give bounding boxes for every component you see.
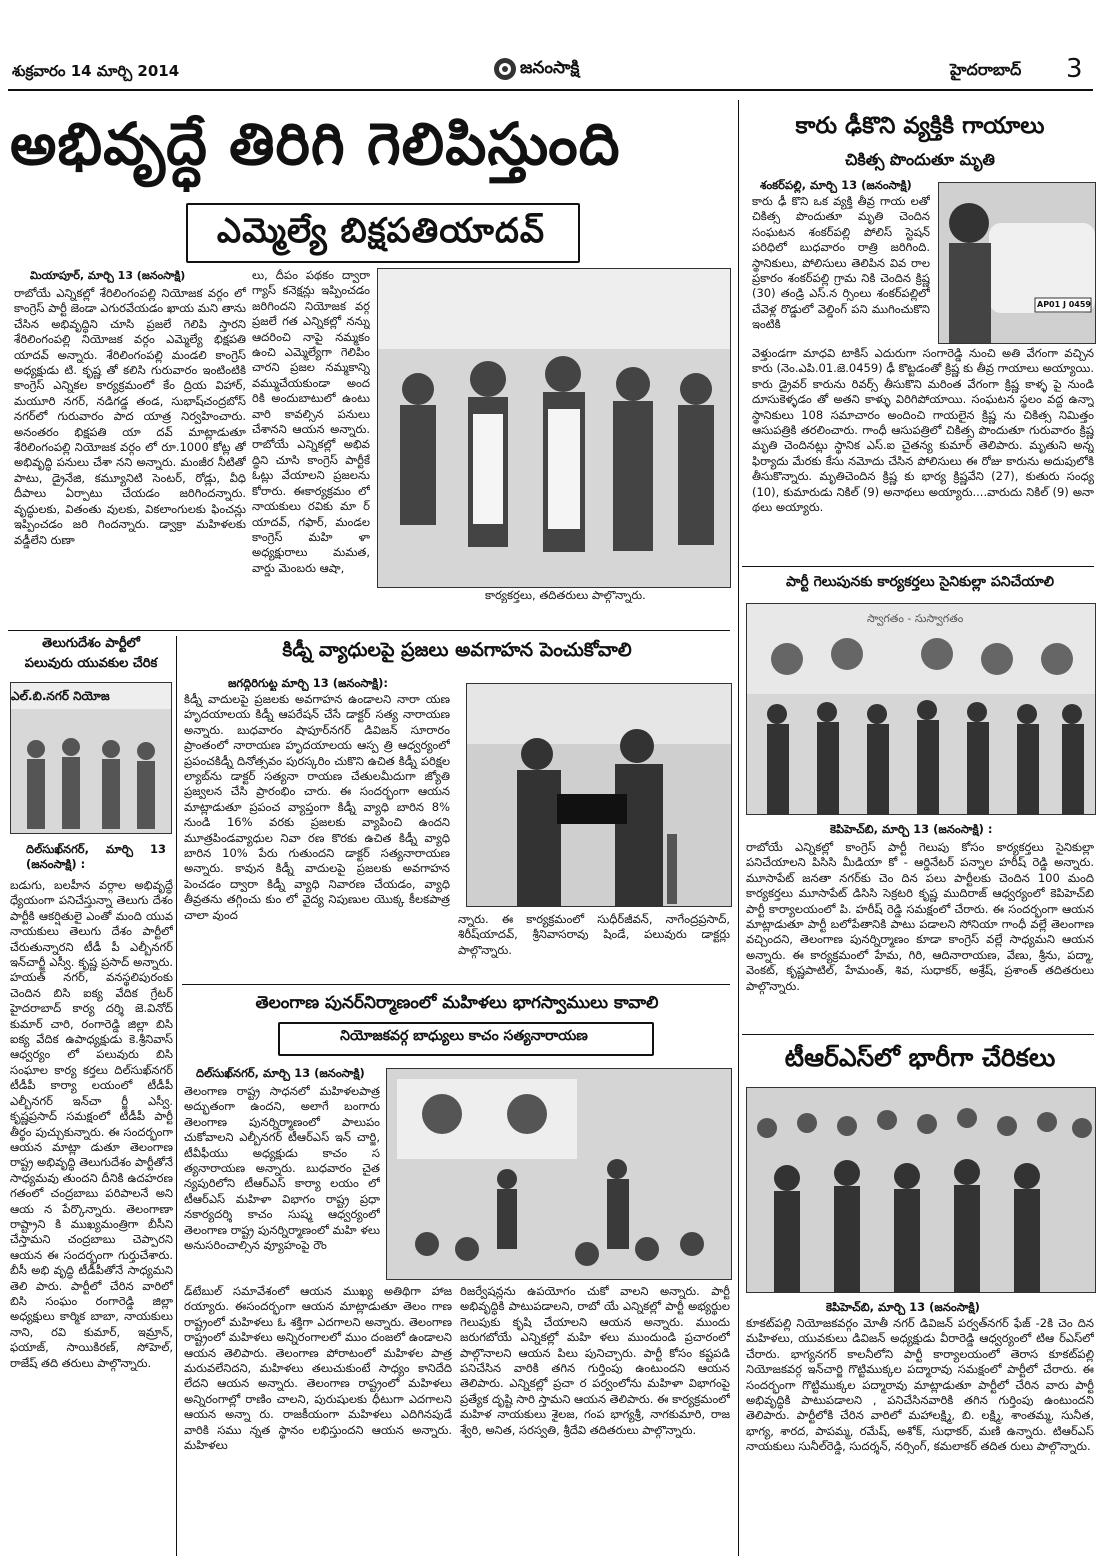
main-rule [8,630,730,631]
accident-headline: కారు ఢీకొని వ్యక్తికి గాయాలు [795,113,1045,139]
tdp-dateline: దిల్‌సుఖ్‌నగర్‌, మార్చి 13 (జనంసాక్షి) : [26,842,166,872]
accident-subhead: చికిత్స పొందుతూ మృతి [845,150,995,169]
crowd-photo-icon [747,1088,1095,1292]
masthead-date: శుక్రవారం 14 మార్చి 2014 [12,62,180,80]
accident-rule [742,566,1094,567]
trs-photo [746,1087,1096,1293]
accident-body-narrow: కారు ఢీ కొని ఒక వ్యక్తి తీవ్ర గాయ లతో చికిత్స పొందుతూ మృతి చెందిన సంఘటన శంకర్‌పల్లి పోలిస్‌ స్టెషన్‌ పరిధిలో బుధవారం రాత్రి జరిగింది. స్థానికులు, పోలిసులు తెలిపిన వివ రాల ప్రకారం శంకర్‌పల్లి గ్రామ నికి చెందిన క్రిష్ణ (30) తండ్రి ఎస్‌.న ర్సింలు శంకర్‌పల్లిలో చేవెళ్ల రొడ్డులో వెల్డింగ్‌ పని ముగించుకొని ఇంటికి [752,194,930,332]
kidney-rule [182,984,730,985]
worker-headline: పార్టీ గెలుపునకు కార్యకర్తలు సైనికుల్లా పనిచేయాలి [786,574,1054,590]
masthead-logo [492,54,612,84]
main-photo-caption: కార్యకర్తలు, తదితరులు పాల్గొన్నారు. [485,588,646,602]
masthead-city: హైదరాబాద్ [950,60,1022,79]
main-subhead: ఎమ్మెల్యే బిక్షపతియాదవ్ [216,211,546,251]
telangana-col1-top: తెలంగాణ రాష్ట్ర సాధనలో మహిళలపాత్ర అద్భుతంగా ఉందని, అలాగే బంగారు తెలంగాణ పునర్నిర్మాణంలో పాలుపం చుకోవాలని ఎల్బీనగర్‌ టీఆర్‌ఎస్‌ ఇన్‌ చార్జి, టీవీఫీయు అధ్యక్షుడు కాచం స త్యనారాయణ అన్నారు. బుధవారం చైత న్యపురిలోని టీఆర్‌ఎస్‌ కార్యా లయం లో టీఆర్‌ఎస్‌ మహిళా విభాగం రాష్ట్ర ప్రధా నకార్యదర్శి కాచం సుష్మ ఆధ్వర్యంలో తెలంగాణ రాష్ట్ర పునర్నిర్మాణంలో మహి ళలు అనుసరించాల్సిన వ్యూహంపై రౌం [184,1084,380,1253]
meeting-photo-icon [387,1069,731,1279]
main-col2: లు, దీపం పథకం ద్వారా గ్యాస్‌ కనెక్షన్లు ఇప్పించడం జరిగిందని నియోజక వర్గ ప్రజలే గత ఎన్నికల్లో నన్ను ఆదరించి నాపై నమ్మకం ఉంచి ఎమ్మెల్యేగా గెలిపిం చారని ప్రజల నమ్మకాన్ని వమ్ముచేయకుండా అంద రికి అందుబాటులో ఉంటు వారి కావల్సిన పనులు చేశానని ఆయన అన్నారు. రాబోయే ఎన్నికల్లో అభివ ద్ధిని చూసి కాంగ్రెస్‌ పార్టీకే ఓట్లు వేయాలని ప్రజలను కోరారు. ఈకార్యక్రమం లో నాయకులు రవికు మా ర్‌ యాదవ్‌, గఫార్‌, మండల కాంగ్రెస్‌ మహి ళా అధ్యక్షురాలు మమత, వార్డు మెంబరు ఆషా, [252,268,370,575]
workers-photo-icon [747,604,1095,814]
kidney-photo [466,683,732,907]
telangana-dateline: దిల్‌సుఖ్‌నగర్‌, మార్చి 13 (జనంసాక్షి) [196,1066,365,1080]
tdp-headline-l2: పలువురు యువకుల చేరిక [24,656,158,671]
main-photo [377,268,731,588]
car-plate: AP01 J 0459 [1037,300,1091,309]
tdp-photo [10,682,172,834]
telangana-col1-bottom: డ్‌టేబుల్‌ సమావేశంలో ఆయన ముఖ్య అతిథిగా హాజ రయ్యారు. ఈసందర్భంగా ఆయన మాట్లాడుతూ తెలం గాణ రాష్ట్రంలో మహిళలు ఓ శక్తిగా ఎదగాలని అన్నారు. తెలంగాణ రాష్ట్రంలో మహిళలు అన్నిరంగాలలో ముం దంజలో ఉండాలని ఆయన తెలిపారు. తెలంగాణ పోరాటంలో మహిళల పాత్ర మరువలేనిదని, మహిళలు తలుచుకుంటే సాధ్యం కానిదేది లేదని ఆయన అన్నారు. తెలంగాణ రాష్ట్రంలో మహిళలు అన్నిరంగాల్లో రాణిం చాలని, పురుషులకు ధీటుగా ఎదగాలని ఆయన అన్నా రు. రాజకీయంగా మహిళలు ఎదిగినపుడే వారికి సము న్నత స్థానం లభిస్తుందని ఆయన అన్నారు. మహిళలు [184,1284,452,1453]
kidney-continued: న్నారు. ఈ కార్యక్రమంలో సుధీర్‌జీవన్‌, నాగేంద్రప్రసాద్‌, శిరీష్‌యాదవ్‌, శ్రీనివాసరావు షిండే, పలువురు డాక్టర్లు పాల్గొన్నారు. [458,912,730,957]
kidney-body: కిడ్నీ వాదులపై ప్రజలకు అవగాహన ఉండాలని నారా యణ హృదయాలయ కిడ్నీ ఆపరేషన్‌ చేసే డాక్టర్‌ సత్య నారాయణ అన్నారు. బుధవారం షాపూర్‌నగర్‌ డివిజన్‌ సూరారం ప్రాంతంలో నారాయణ హృదయాలయ ఆస్ప త్రి ఆధ్వర్యంలో ప్రపంచకిడ్నీ దినోత్సవం పురస్కరిం చుకొని ఉచిత కిడ్నీ పరిక్షల ల్యాబ్‌ను డాక్టర్‌ సత్యనా రాయణ చేతులమీదుగా జ్యోతి ప్రజ్వలన చేసి ప్రారంభిం చారు. ఈ సందర్భంగా ఆయన మాట్లాడుతూ ప్రపంచ వ్యాప్తంగా కిడ్నీ వ్యాధి బారిన 8% నుండి 16% వరకు ప్రజలకు వ్యాపించి ఉందని మూత్రపిండవ్యాధుల నివా రణ కొరకు ఉచిత కిడ్నీ వ్యాధి బారిన 10% పేరు గుతుందని డాక్టర్‌ సత్యనారాయణ అన్నారు. కావున కిడ్నీ వాదులపై ప్రజలకు అవగాహన పెంచడం ద్వారా కిడ్నీ వ్యాధి నివారణ చేయడం, వ్యాధి తీవ్రతను తగ్గించు కుం లో వైద్య నిపుణుల యొక్క కీలకపాత్ర చాలా వుంద [184,692,450,922]
trs-dateline: కెపిహెచ్‌బి, మార్చి 13 (జనంసాక్షి) [826,1300,980,1314]
telangana-photo [386,1068,732,1280]
tdp-photo-banner: ఎల్‌.బి.నగర్‌ నియోజ [11,683,171,709]
main-headline: అభివృద్ధే తిరిగి గెలిపిస్తుంది [10,110,621,178]
worker-rule [742,1034,1094,1035]
kidney-headline: కిడ్నీ వ్యాధులపై ప్రజలు అవగాహన పెంచుకోవాలి [282,639,632,661]
main-col1: రాబోయే ఎన్నికల్లో శేరిలింగంపల్లి నియోజక వర్గం లో కాంగ్రెస్‌ పార్టీ జెండా ఎగురవేయడం ఖాయ మని తాను చేసిన అభివృద్ధిని చూసి ప్రజలే గెలిపి స్తారని శేరిలింగంపల్లి నియోజక వర్గం ఎమ్మెల్యే భిక్షపతి యాదవ్‌ అన్నారు. శేరిలింగంపల్లి మండలి కాంగ్రెస్‌ అధ్యక్షుడు టి. కృష్ణ తో కలిసి గురువారం ఇంటింటికి కాంగ్రెస్‌ ఎన్నికల కార్యక్రమంలో కేం ద్రియ విహార్‌, మయూరి నగర్‌, నడిగడ్డ తండ, సుభాష్‌చంద్రబోస్‌ నగర్‌లో గురువారం పాద యాత్ర నిర్వహించారు. అనంతరం భిక్షపతి యా దవ్‌ మాట్లాడుతూ శేరిలింగంపల్లి నియోజక వర్గం లో రూ.1000 కోట్ల తో అభివృద్ధి పనులు చేశా నని అన్నారు. మంజీర నీటితో పాటు, డ్రైనేజి, కమ్యూనిటి సెంటర్‌, రోడ్లు, వీధి దీపాలు ఏర్పాటు చేయడం జరిగిందన్నారు. వృద్ధులకు, వితంతు వులకు, వికలాంగులకు ఫించన్లు ఇప్పించడం జరి గిందన్నారు. డ్వాక్రా మహిళలకు వడ్డీలేని రుణా [14,286,246,547]
left-col-divider [176,636,177,1556]
trs-headline: టీఆర్‌ఎస్‌లో భారీగా చేరికలు [784,1043,1056,1072]
worker-photo-banner: స్వాగతం - సుస్వాగతం [867,612,964,625]
trs-body: కూకట్‌పల్లి నియోజకవర్గం మోతీ నగర్‌ డివిజన్‌ పర్వత్‌నగర్‌ ఫేజ్‌ -2కి చెం దిన మహిళలు, యువకులు డివిజన్‌ అధ్యక్షుడు వీరారెడ్డి ఆధ్వర్యంలో టిఆ ర్‌ఎస్‌లో చేరారు. భాగ్యనగర్‌ కాలనీలోని పార్టీ కార్యాలయంలో తెరాస కూకట్‌పల్లి నియోజకవర్గ ఇన్‌చార్జి గొట్టిముక్కల పద్మారావు సమక్షంలో పార్టీలో చేరారు. ఈ సందర్భంగా గొట్టిముక్కల పద్మారావు మాట్లాడుతూ పార్టీలో చేరిన వారు పార్టీ అభివృద్ధికి పాటుపడాలని , పనిచేసినవారికి తగిన గుర్తింపు ఉంటుందని తెలిపారు. పార్టీలోకి చేరిన వారిలో మహాలక్ష్మి, బి. లక్ష్మి, శాంతమ్మ, సునీత, భాగ్య, శారద, పాపమ్మ, రమేష్‌, అశోక్‌, సుధాకర్‌, మణి ఉన్నారు. టిఆర్‌ఎస్‌ నాయకులు సునీల్‌రెడ్డి, సుదర్శన్‌, నర్సింగ్‌, కమలాకర్‌ తదిత రులు పాల్గొన్నారు. [746,1316,1094,1454]
worker-dateline: కెపిహెచ్‌బి, మార్చి 13 (జనంసాక్షి) : [830,822,993,836]
logo-icon [492,56,518,82]
masthead [0,50,1100,90]
worker-photo [746,603,1096,815]
kidney-dateline: జగద్గిరిగుట్ట మార్చి 13 (జనంసాక్షి): [228,676,389,690]
main-dateline: మియాపూర్‌, మార్చి 13 (జనంసాక్షి) [30,269,186,282]
page-number: 3 [1066,54,1083,84]
car-photo-icon [939,183,1095,343]
masthead-rule [8,89,1093,91]
tdp-headline-l1: తెలుగుదేశం పార్టీలో [42,636,140,651]
group-photo-icon [11,709,171,833]
tdp-body: బడుగు, బలహీన వర్గాల అభివృద్ధే ధ్యేయంగా పనిచేస్తున్నా తెలుగు దేశం పార్టీకి ఆకర్షితులై ఎంతో మంది యువ నాయకులు తెలుగు దేశం పార్టీలో చేరుతున్నారని టీడీ పీ ఎల్బీనగర్‌ ఇన్‌చార్జీ ఎస్వీ. కృష్ణ ప్రసాద్‌ అన్నారు. హయత్‌ నగర్‌, వనస్థలిపురంకు చెందిన బిసి ఐక్య వేదిక గ్రేటర్‌ హైదరాబాద్‌ కార్య దర్శి జె.వినోద్‌ కుమార్‌ చారి, రంగారెడ్డి జిల్లా బిసి ఐక్య వేదిక ఉపాధ్యక్షుడు కె.శ్రీనివాస్‌ ఆధ్వర్యం లో పలువురు బిసి సంఘాల కార్య కర్తలు దిల్‌సుఖ్‌నగర్‌ టీడీపీ కార్యా లయంలో టీడీపీ ఎల్బీనగర్‌ ఇన్‌చా ర్జీ ఎస్వీ. కృష్ణప్రసాద్‌ సమక్షంలో టీడీపీ పార్టీ తీర్థం పుచ్చుకున్నారు. ఈ సందర్భంగా ఆయన మాట్లా డుతూ తెలంగాణ రాష్ట్ర అభివృద్ధి తెలుగుదేశం పార్టీతోనే సాధ్యమవు తుందని దీనికి ఉదహరణ గతంలో చంద్రబాబు పరిపాలనే అని ఆయ న పేర్కొన్నారు. తెలంగాణా రాష్ట్రాని కి ముఖ్యమంత్రిగా బీసీని చేస్తామని చంద్రబాబు చెప్పారని ఆయన ఈ సందర్భంగా గుర్తుచేశారు. బీసీ అభి వృద్ధి టీడీపీతోనే సాధ్యమని తెలి పారు. పార్టీలో చేరిన వారిలో బిసి సంఘం రంగారెడ్డి జిల్లా అధ్యక్షులు కార్మిక బాబా, నాయకులు నాని, రవి కుమార్‌, ఇమ్రాన్‌, ఫయాజ్‌, సాయికిరణ్‌, సోహెల్‌, రాజేష్‌ తది తరులు పాల్గొన్నారు. [10,878,173,1370]
right-col-divider [738,100,739,1556]
rally-photo-icon [378,269,730,587]
telangana-headline: తెలంగాణ పునర్‌నిర్మాణంలో మహిళలు భాగస్వాములు కావాలి [255,993,659,1013]
accident-body-wide: వెళ్తుండగా మాధవి టాకిస్‌ ఎదురుగా సంగారెడ్డి నుంచి అతి వేగంగా వచ్చిన కారు (నెం.ఎపి.01.జె.0459) ఢీ కొట్టడంతో క్రిష్ణ కు తీవ్ర గాయాలు అయ్యాయి. కారు డ్రైవర్‌ కారును రివర్స్‌ తీసుకొని మరింత వేగంగా క్రిష్ణ కాళ్ళ పై నుండి దూసుకెళ్ళడం తో అతని కాళ్ళు విరిగిపోయాయి. సంఘటన స్థలం వద్ద ఉన్నా స్థానికులు 108 సమాచారం అందించి గాయలైన క్రిష్ణ ను చికిత్స నిమిత్తం ఆసుపత్రికి తరలించారు. గాంధీ ఆసుపత్రిలో చికిత్స పొందుతూ గురువారం క్రిష్ణ మృతి చెందినట్లు స్థానిక ఎస్‌.ఐ చైతన్య కుమార్‌ తెలిపారు. మృతుని అన్న ఫిర్యాదు మేరకు కేసు నమోదు చేసిన పోలిసులు ఈ రోజు కారును అదుపులోకి తీసుకొన్నారు. మృతిచెందిన క్రిష్ణ కు భార్య క్రిష్ణవేని (27), కుతురు సంధ్య (10), కుమారుడు నికిల్‌ (9) అనాథలు అయ్యారు....వారుదు నికిల్‌ (9) అనా థలు అయ్యారు. [752,346,1094,515]
accident-photo [938,182,1096,344]
accident-dateline: శంకర్‌పల్లి, మార్చి 13 (జనంసాక్షి) [760,178,912,192]
worker-body: రాబోయే ఎన్నికల్లో కాంగ్రెస్‌ పార్టీ గెలుపు కోసం కార్యకర్తలు సైనికుల్లా పనిచేయాలని పిసిసి మీడియా కో - ఆర్డినేటర్‌ పన్నాల హరీష్‌ రెడ్డి అన్నారు. మూసాపేట్‌ జనతా నగర్‌కు చెం దిన పలు పార్టీలకు చెందిన 100 మంది కార్యకర్తలు మూసాపేట్‌ డిసిసి సెక్రటరి కృష్ణ ముదిరాజ్‌ ఆధ్వర్యంలో కెపిహెచ్‌బి పార్టీ కార్యాలయంలో పి. హరీష్‌ రెడ్డి సమక్షంలో చేరారు. ఈ సందర్భంగా ఆయన మాట్లాడుతూ పార్టీ బలోపేతానికి పాటు పడాలని సోనియా గాంధీ వల్లే తెలంగాణ వచ్చిందని, తెలంగాణ పునర్నిర్మాణం కూడా కాంగ్రెస్‌ వల్లే సాధ్యమని ఆయన అన్నారు. ఈ కార్యక్రమంలో హేమ, గిరి, ఆదినారాయణ, వేణు, శ్రీను, పద్మా, వెంకట్‌, కృష్ణపాటిల్‌, హేమంత్‌, శివ, సుధాకర్‌, అశ్రేష్‌, ప్రశాంత్‌ తదితరులు పాల్గొన్నారు. [746,840,1094,993]
doctor-photo-icon [467,684,731,906]
logo-text: జనంసాక్షి [520,58,580,78]
telangana-col2: రిజర్వేషన్లను ఉపయోగం చుకో వాలని అన్నారు. పార్టీ అభివృద్ధికి పాటుపడాలని, రాబో యే ఎన్నికల్లో పార్టీ అభ్యర్థుల గెలుపుకు కృషి చేయాలని ఆయన అన్నారు. ముందు జరుగబోయే ఎన్నికల్లో మహి ళలు ముందుండి ప్రచారంలో పాల్గొనాలని ఆయన పిలు పునిచ్చారు. పార్టీ కోసం కష్టపడి పనిచేసిన వారికి తగిన గుర్తింపు ఉంటుందని ఆయన తెలిపారు. ఎన్నికల్లో ప్రచా ర పర్వంలోను మహిళా విభాగంపై ప్రత్యేక దృష్టి సారి స్తామని ఆయన తెలిపారు. ఈ కార్యక్రమంలో మహిళ నాయకులు శైలజ, గంప భాగ్యశ్రీ, నాగకుమారి, రాజ శ్వేరి, అనిత, సరస్వతి, శ్రీదేవి తదితరులు పాల్గొన్నారు. [460,1284,730,1437]
telangana-subhead: నియోజకవర్గ బాధ్యులు కాచం సత్యనారాయణ [340,1028,588,1044]
